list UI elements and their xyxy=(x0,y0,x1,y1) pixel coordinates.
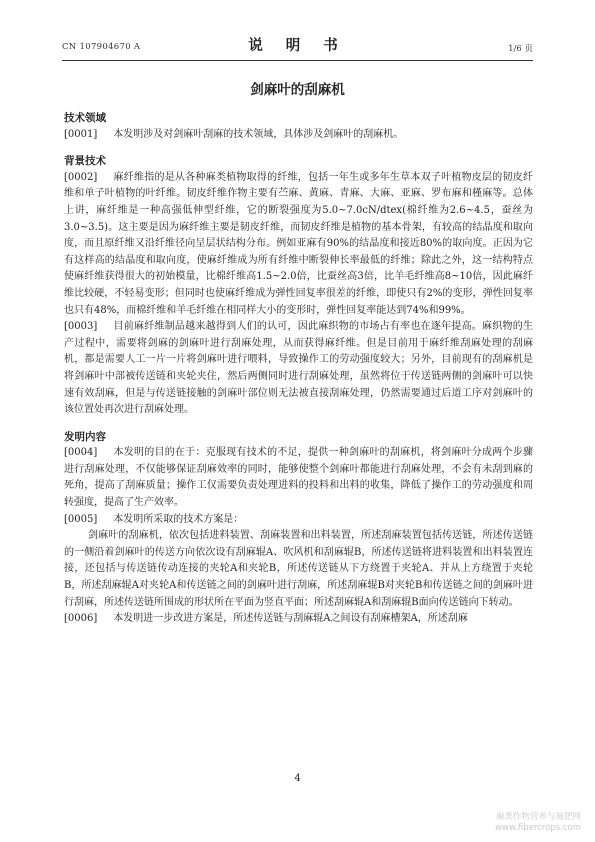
paragraph-0004 xyxy=(64,445,533,511)
paragraph-0006 xyxy=(64,611,533,628)
paragraph-text: 本发明涉及对剑麻叶刮麻的技术领域，具体涉及剑麻叶的刮麻机。 xyxy=(113,128,404,140)
watermark xyxy=(495,812,581,834)
paragraph-0005 xyxy=(64,512,533,529)
header-rule xyxy=(62,60,533,61)
page-indicator: 1/6 页 xyxy=(508,44,533,54)
paragraph-number: [0001] xyxy=(64,128,98,140)
paragraph-text: 本发明的目的在于：克服现有技术的不足，提供一种剑麻叶的刮麻机，将剑麻叶分成两个步骤进行刮麻处理，不仅能够保证刮麻效率的同时，能够使整个剑麻叶都能进行刮麻处理，不会有未刮到麻的死角，提高了刮麻质量；操作工仅需要负责处理进料的投料和出料的收集，降低了操作工的劳动强度和周转强度，提高了生产效率。 xyxy=(64,447,533,509)
document-title: 剑麻叶的刮麻机 xyxy=(250,82,345,98)
page-header xyxy=(62,30,533,60)
paragraph-number: [0006] xyxy=(64,613,98,625)
paragraph-text: 目前麻纤维制品越来越得到人们的认可，因此麻织物的市场占有率也在逐年提高。麻织物的生产过程中，需要将剑麻的剑麻叶进行刮麻处理，从而获得麻纤维。但是目前用于麻纤维刮麻处理的刮麻机，都是需要人工一片一片将剑麻叶进行喂料，导致操作工的劳动强度较大；另外，目前现有的刮麻机是将剑麻叶中部被传送链和夹轮夹住，然后两侧同时进行刮麻处理，虽然将位于传送链两侧的剑麻叶可以快速有效刮麻，但是与传送链接触的剑麻叶部位则无法被直接刮麻处理，仍然需要通过后道工序对剑麻叶的该位置处再次进行刮麻处理。 xyxy=(64,321,533,416)
paragraph-0005-body: 剑麻叶的刮麻机，依次包括进料装置、刮麻装置和出料装置，所述刮麻装置包括传送链，所述传送链的一侧沿着剑麻叶的传送方向依次设有刮麻辊A、吹风机和刮麻辊B，所述传送链将进料装置和出料装置连接，还包括与传送链传动连接的夹轮A和夹轮B，所述传送链从下方绕置于夹轮A、并从上方绕置于夹轮B，所述刮麻辊A对夹轮A和传送链之间的剑麻叶进行刮麻，所述刮麻辊B对夹轮B和传送链之间的剑麻叶进行刮麻，所述传送链所围成的形状所在平面为竖直平面；所述刮麻辊A和刮麻辊B面向传送链向下转动。 xyxy=(64,530,533,608)
paragraph-text: 本发明所采取的技术方案是： xyxy=(113,513,244,525)
document-body xyxy=(64,110,533,628)
page-number: 4 xyxy=(294,773,301,784)
paragraph-0003 xyxy=(64,319,533,419)
paragraph-number: [0005] xyxy=(64,513,98,525)
paragraph-0002 xyxy=(64,170,533,319)
section-heading-tech-field: 技术领域 xyxy=(64,112,106,124)
section-heading-background: 背景技术 xyxy=(64,155,106,168)
patent-number: CN 107904670 A xyxy=(62,42,141,52)
section-heading-summary: 发明内容 xyxy=(64,430,106,443)
watermark-title: 麻类作物营养与施肥网 xyxy=(495,812,581,822)
paragraph-number: [0004] xyxy=(64,447,98,459)
watermark-url: www.fibercrops.com xyxy=(495,823,581,833)
paragraph-text: 麻纤维指的是从各种麻类植物取得的纤维，包括一年生或多年生草本双子叶植物皮层的韧皮纤维和单子叶植物的叶纤维。韧皮纤维作物主要有苎麻、黄麻、青麻、大麻、亚麻、罗布麻和槿麻等。总体上讲，麻纤维是一种高强低伸型纤维，它的断裂强度为5.0~7.0cN/dtex(棉纤维为2.6~4.5，蚕丝为3.0~3.5)。这主要是因为麻纤维主要是韧皮纤维，而韧皮纤维是植物的基本骨架，有较高的结晶度和取向度，而且原纤维又沿纤维径向呈层状结构分布。例如亚麻有90%的结晶度和接近80%的取向度。正因为它有这样高的结晶度和取向度，使麻纤维成为所有纤维中断裂伸长率最低的纤维；除此之外，这一结构特点使麻纤维获得很大的初始模量，比棉纤维高1.5~2.0倍，比蚕丝高3倍，比羊毛纤维高8~10倍，因此麻纤维比较硬，不轻易变形；但同时也使麻纤维成为弹性回复率很差的纤维，即使只有2%的变形，弹性回复率也只有48%，而棉纤维和羊毛纤维在相同样大小的变形时，弹性回复率能达到74%和99%。 xyxy=(64,171,533,316)
paragraph-0001 xyxy=(64,127,533,144)
document-type: 说 明 书 xyxy=(248,37,347,54)
paragraph-text: 本发明进一步改进方案是，所述传送链与刮麻辊A之间设有刮麻槽架A，所述刮麻 xyxy=(113,613,468,625)
paragraph-number: [0003] xyxy=(64,321,98,333)
paragraph-number: [0002] xyxy=(64,171,98,183)
